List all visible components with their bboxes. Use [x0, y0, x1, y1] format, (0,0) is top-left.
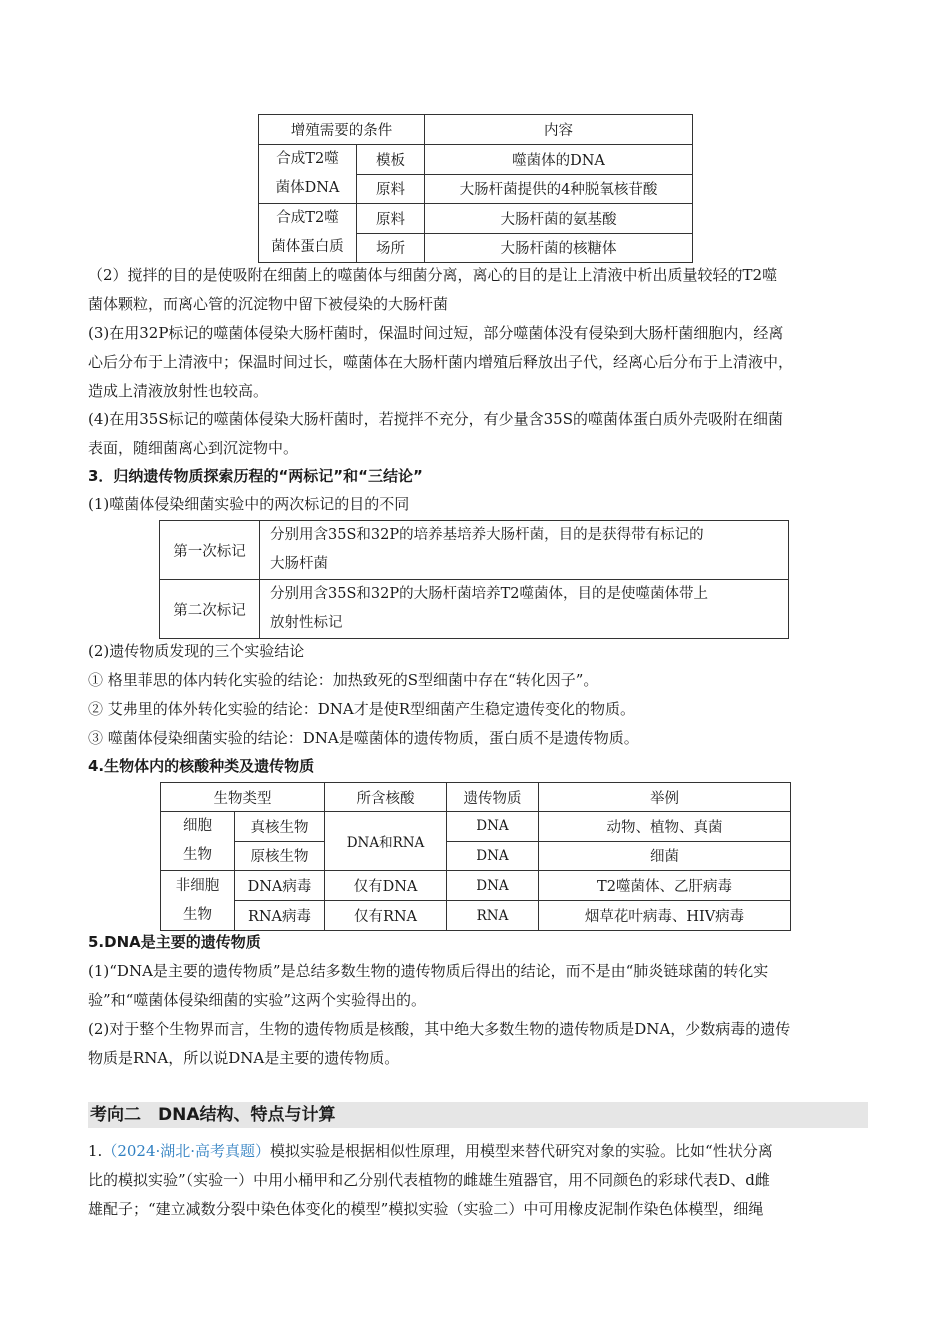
table-cell: 原料	[357, 174, 425, 204]
heading-3: 3．归纳遗传物质探索历程的“两标记”和“三结论”	[88, 467, 423, 485]
paragraph-4	[88, 405, 878, 463]
cell-line: 放射性标记	[270, 615, 343, 631]
table-header-cell: 所含核酸	[325, 783, 447, 812]
two-labels-table	[159, 520, 789, 639]
table-cell: RNA	[447, 901, 539, 931]
table-cell: DNA	[447, 841, 539, 871]
label-line: 非细胞	[175, 877, 220, 894]
table-cell: 原料	[357, 204, 425, 234]
table-header-cell: 遗传物质	[447, 783, 539, 812]
subheading-3-2: (2)遗传物质发现的三个实验结论	[88, 642, 305, 660]
label-line: 生物	[183, 847, 212, 863]
text-line: (2)对于整个生物界而言，生物的遗传物质是核酸，其中绝大多数生物的遗传物质是DNA，少数病毒的遗传	[88, 1020, 791, 1038]
table-cell: 模板	[357, 145, 425, 175]
table-cell: 真核生物	[235, 812, 325, 842]
table-cell: DNA病毒	[235, 871, 325, 901]
table-cell: 大肠杆菌的核糖体	[425, 233, 693, 263]
conclusions-block	[88, 637, 878, 753]
table-row-label: 第一次标记	[160, 521, 260, 580]
text-line: (3)在用32P标记的噬菌体侵染大肠杆菌时，保温时间过短，部分噬菌体没有侵染到大肠杆菌细胞内，经离	[88, 324, 784, 342]
label-line: 合成T2噬	[276, 151, 339, 167]
text-line	[88, 1137, 878, 1166]
question-source-link[interactable]: （2024·湖北·高考真题）	[102, 1142, 271, 1160]
text-line: 雄配子；“建立减数分裂中染色体变化的模型”模拟实验（实验二）中可用橡皮泥制作染色体模型，细绳	[88, 1200, 764, 1218]
table-row-label	[161, 812, 235, 871]
conclusion-3: ③ 噬菌体侵染细菌实验的结论：DNA是噬菌体的遗传物质，蛋白质不是遗传物质。	[88, 729, 639, 747]
label-line: 菌体DNA	[275, 180, 340, 196]
heading-5: 5.DNA是主要的遗传物质	[88, 933, 261, 951]
question-1	[88, 1137, 878, 1224]
proliferation-conditions-table	[258, 114, 693, 263]
text-line: 比的模拟实验”（实验一）中用小桶甲和乙分别代表植物的雌雄生殖器官，用不同颜色的彩球代表D、d雌	[88, 1171, 770, 1189]
table-row-label: 第二次标记	[160, 580, 260, 639]
table-row-label	[259, 145, 357, 204]
table-cell: 大肠杆菌提供的4种脱氧核苷酸	[425, 174, 693, 204]
table-cell: 噬菌体的DNA	[425, 145, 693, 175]
text-line: 造成上清液放射性也较高。	[88, 382, 269, 400]
conclusion-1: ① 格里菲思的体内转化实验的结论：加热致死的S型细菌中存在“转化因子”。	[88, 671, 599, 689]
table-row-label	[259, 204, 357, 263]
table-cell: DNA	[447, 812, 539, 842]
table-cell: DNA和RNA	[325, 812, 447, 871]
label-line: 细胞	[183, 818, 212, 834]
table-header-cell: 内容	[425, 115, 693, 145]
table-cell: 动物、植物、真菌	[539, 812, 791, 842]
label-line: 生物	[183, 906, 212, 923]
table-cell: 大肠杆菌的氨基酸	[425, 204, 693, 234]
table-cell: RNA病毒	[235, 901, 325, 931]
text-line: （2）搅拌的目的是使吸附在细菌上的噬菌体与细菌分离，离心的目的是让上清液中析出质量较轻的T2噬	[88, 266, 778, 284]
table-cell: 原核生物	[235, 841, 325, 871]
subheading-3-1: (1)噬菌体侵染细菌实验中的两次标记的目的不同	[88, 495, 410, 513]
text-line: 表面，随细菌离心到沉淀物中。	[88, 439, 299, 457]
cell-line: 分别用含35S和32P的大肠杆菌培养T2噬菌体，目的是使噬菌体带上	[270, 586, 708, 602]
table-cell: DNA	[447, 871, 539, 901]
question-text: 模拟实验是根据相似性原理，用模型来替代研究对象的实验。比如“性状分离	[270, 1142, 773, 1160]
label-line: 合成T2噬	[276, 210, 339, 226]
table-row-label	[161, 871, 235, 931]
nucleic-acid-table	[160, 782, 791, 931]
conclusion-2: ② 艾弗里的体外转化实验的结论：DNA才是使R型细菌产生稳定遗传变化的物质。	[88, 700, 636, 718]
paragraph-3	[88, 319, 878, 406]
table-cell: 细菌	[539, 841, 791, 871]
text-line: 心后分布于上清液中；保温时间过长，噬菌体在大肠杆菌内增殖后释放出子代，经离心后分布于上清液中，	[88, 353, 794, 371]
text-line: (1)“DNA是主要的遗传物质”是总结多数生物的遗传物质后得出的结论，而不是由“肺炎链球菌的转化实	[88, 962, 769, 980]
table-cell: 仅有RNA	[325, 901, 447, 931]
table-cell: 烟草花叶病毒、HIV病毒	[539, 901, 791, 931]
table-header-cell: 增殖需要的条件	[259, 115, 425, 145]
table-cell: T2噬菌体、乙肝病毒	[539, 871, 791, 901]
label-line: 菌体蛋白质	[271, 239, 344, 255]
paragraph-5-1	[88, 957, 878, 1015]
table-header-cell: 生物类型	[161, 783, 325, 812]
table-cell	[260, 580, 789, 639]
table-header-cell: 举例	[539, 783, 791, 812]
cell-line: 大肠杆菌	[270, 556, 328, 572]
cell-line: 分别用含35S和32P的培养基培养大肠杆菌，目的是获得带有标记的	[270, 527, 704, 543]
text-line: 验”和“噬菌体侵染细菌的实验”这两个实验得出的。	[88, 991, 427, 1009]
table-cell: 仅有DNA	[325, 871, 447, 901]
question-number: 1.	[88, 1142, 103, 1160]
paragraph-2	[88, 261, 878, 319]
table-cell: 场所	[357, 233, 425, 263]
text-line: (4)在用35S标记的噬菌体侵染大肠杆菌时，若搅拌不充分，有少量含35S的噬菌体蛋白质外壳吸附在细菌	[88, 410, 783, 428]
text-line: 菌体颗粒，而离心管的沉淀物中留下被侵染的大肠杆菌	[88, 295, 449, 313]
text-line: 物质是RNA，所以说DNA是主要的遗传物质。	[88, 1049, 400, 1067]
section-title: 考向二 DNA结构、特点与计算	[90, 1105, 336, 1125]
paragraph-5-2	[88, 1015, 878, 1073]
heading-4: 4.生物体内的核酸种类及遗传物质	[88, 757, 315, 775]
table-cell	[260, 521, 789, 580]
